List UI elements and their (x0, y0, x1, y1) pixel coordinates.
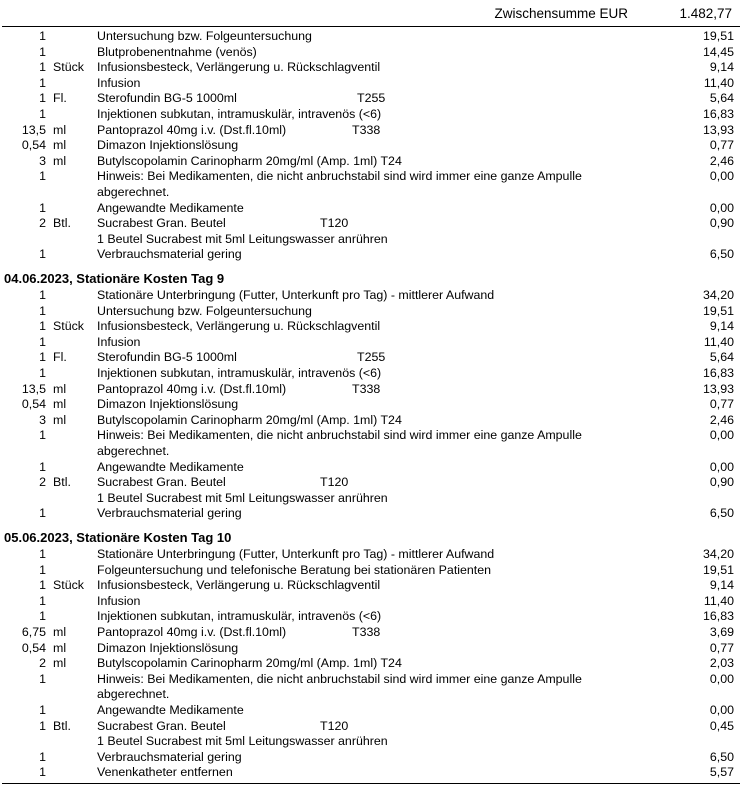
description: 1 Beutel Sucrabest mit 5ml Leitungswasser anrühren (97, 490, 388, 505)
quantity: 1 (39, 459, 46, 474)
quantity: 1 (39, 60, 46, 75)
price: 6,50 (709, 506, 734, 521)
invoice-row (0, 382, 746, 398)
quantity: 1 (39, 75, 46, 90)
price: 0,45 (709, 718, 734, 733)
description: Butylscopolamin Carinopharm 20mg/ml (Amp. 1ml) T24 (97, 656, 402, 671)
price: 5,64 (709, 350, 734, 365)
price: 11,40 (703, 593, 734, 608)
description: Infusion (97, 75, 141, 90)
invoice-row (0, 123, 746, 139)
description: Injektionen subkutan, intramuskulär, intravenös (<6) (97, 609, 382, 624)
article-code: T120 (320, 475, 349, 490)
price: 2,46 (709, 412, 734, 427)
description: Untersuchung bzw. Folgeuntersuchung (97, 303, 312, 318)
subtotal-label: Zwischensumme EUR (494, 6, 628, 21)
quantity: 1 (39, 44, 46, 59)
price: 11,40 (703, 75, 734, 90)
price: 0,77 (709, 640, 734, 655)
description: Infusionsbesteck, Verlängerung u. Rückschlagventil (97, 319, 381, 334)
invoice-row (0, 91, 746, 107)
quantity: 0,54 (21, 640, 46, 655)
price: 19,51 (702, 562, 734, 577)
invoice-row (0, 750, 746, 766)
description: Dimazon Injektionslösung (97, 397, 239, 412)
description: Pantoprazol 40mg i.v. (Dst.fl.10ml) (97, 381, 287, 396)
unit: Btl. (53, 216, 71, 231)
invoice-row (0, 765, 746, 781)
invoice-row (0, 625, 746, 641)
price: 0,90 (709, 475, 734, 490)
invoice-row (0, 578, 746, 594)
article-code: T338 (352, 122, 381, 137)
unit: ml (53, 640, 67, 655)
price: 19,51 (702, 303, 734, 318)
invoice-row (0, 107, 746, 123)
quantity: 1 (39, 506, 46, 521)
unit: Fl. (53, 350, 67, 365)
invoice-row (0, 547, 746, 563)
invoice-row (0, 641, 746, 657)
description: Infusion (97, 334, 141, 349)
description: Angewandte Medikamente (97, 459, 244, 474)
invoice-row (0, 460, 746, 476)
quantity: 1 (39, 428, 46, 443)
description: Infusion (97, 593, 141, 608)
quantity: 1 (39, 303, 46, 318)
description: Butylscopolamin Carinopharm 20mg/ml (Amp. 1ml) T24 (97, 412, 402, 427)
price: 11,40 (703, 334, 734, 349)
invoice-row (0, 656, 746, 672)
quantity: 2 (39, 216, 46, 231)
quantity: 1 (39, 319, 46, 334)
description: Sucrabest Gran. Beutel (97, 718, 226, 733)
description: Infusionsbesteck, Verlängerung u. Rückschlagventil (97, 60, 381, 75)
price: 2,03 (709, 656, 734, 671)
article-code: T120 (320, 216, 349, 231)
quantity: 2 (39, 656, 46, 671)
invoice-row (0, 366, 746, 382)
price: 0,00 (709, 671, 734, 686)
invoice-row (0, 719, 746, 735)
unit: ml (53, 397, 67, 412)
description: Hinweis: Bei Medikamenten, die nicht anbruchstabil sind wird immer eine ganze Ampulle (97, 671, 582, 686)
quantity: 0,54 (21, 397, 46, 412)
description: abgerechnet. (97, 687, 170, 702)
invoice-row (0, 491, 746, 507)
top-divider (2, 26, 740, 27)
description: Infusionsbesteck, Verlängerung u. Rückschlagventil (97, 578, 381, 593)
price: 6,50 (709, 749, 734, 764)
quantity: 1 (39, 671, 46, 686)
quantity: 1 (39, 200, 46, 215)
description: Sterofundin BG-5 1000ml (97, 91, 237, 106)
description: Sucrabest Gran. Beutel (97, 216, 226, 231)
quantity: 1 (39, 578, 46, 593)
description: Blutprobenentnahme (venös) (97, 44, 257, 59)
quantity: 1 (39, 562, 46, 577)
description: Dimazon Injektionslösung (97, 138, 239, 153)
invoice-row (0, 76, 746, 92)
invoice-row (0, 185, 746, 201)
price: 19,51 (702, 29, 734, 43)
price: 16,83 (702, 107, 734, 121)
description: Untersuchung bzw. Folgeuntersuchung (97, 29, 312, 43)
quantity: 1 (39, 593, 46, 608)
quantity: 1 (39, 609, 46, 624)
invoice-row (0, 216, 746, 232)
description: Angewandte Medikamente (97, 200, 244, 215)
quantity: 1 (39, 91, 46, 106)
quantity: 1 (39, 366, 46, 380)
invoice-row (0, 319, 746, 335)
price: 0,77 (709, 397, 734, 412)
description: abgerechnet. (97, 444, 170, 458)
article-code: T255 (357, 91, 386, 106)
price: 0,00 (709, 703, 734, 717)
invoice-row (0, 138, 746, 154)
unit: ml (53, 656, 67, 671)
invoice-row (0, 169, 746, 185)
invoice-row (0, 506, 746, 522)
quantity: 1 (39, 718, 46, 733)
quantity: 1 (39, 107, 46, 121)
quantity: 13,5 (21, 122, 46, 137)
description: Injektionen subkutan, intramuskulär, intravenös (<6) (97, 107, 382, 121)
price: 0,00 (709, 169, 734, 184)
quantity: 1 (39, 703, 46, 717)
description: Angewandte Medikamente (97, 703, 244, 717)
price: 5,64 (709, 91, 734, 106)
description: Verbrauchsmaterial gering (97, 247, 242, 262)
invoice-row (0, 288, 746, 304)
description: Hinweis: Bei Medikamenten, die nicht anbruchstabil sind wird immer eine ganze Ampulle (97, 169, 582, 184)
description: Sucrabest Gran. Beutel (97, 475, 226, 490)
price: 34,20 (702, 547, 734, 561)
price: 0,00 (709, 200, 734, 215)
invoice-row (0, 734, 746, 750)
description: Butylscopolamin Carinopharm 20mg/ml (Amp. 1ml) T24 (97, 153, 402, 168)
unit: Fl. (53, 91, 67, 106)
unit: ml (53, 153, 67, 168)
unit: Btl. (53, 718, 71, 733)
invoice-row (0, 335, 746, 351)
section-header: 05.06.2023, Stationäre Kosten Tag 10 (4, 530, 232, 545)
quantity: 1 (39, 350, 46, 365)
invoice-row (0, 475, 746, 491)
price: 0,00 (709, 428, 734, 443)
quantity: 1 (39, 288, 46, 302)
price: 0,77 (709, 138, 734, 153)
description: Verbrauchsmaterial gering (97, 506, 242, 521)
unit: Stück (53, 319, 84, 334)
unit: ml (53, 412, 67, 427)
invoice-row (0, 60, 746, 76)
quantity: 3 (39, 153, 46, 168)
quantity: 1 (39, 334, 46, 349)
unit: ml (53, 381, 67, 396)
invoice-row (0, 703, 746, 719)
unit: Stück (53, 60, 84, 75)
description: Dimazon Injektionslösung (97, 640, 239, 655)
price: 6,50 (709, 247, 734, 262)
invoice-row (0, 154, 746, 170)
article-code: T120 (320, 718, 349, 733)
price: 34,20 (702, 288, 734, 302)
invoice-row (0, 687, 746, 703)
description: abgerechnet. (97, 185, 170, 199)
description: 1 Beutel Sucrabest mit 5ml Leitungswasser anrühren (97, 231, 388, 246)
price: 2,46 (709, 153, 734, 168)
price: 16,83 (702, 366, 734, 380)
price: 9,14 (709, 60, 734, 75)
quantity: 3 (39, 412, 46, 427)
unit: Stück (53, 578, 84, 593)
invoice-row (0, 428, 746, 444)
description: Hinweis: Bei Medikamenten, die nicht anbruchstabil sind wird immer eine ganze Ampulle (97, 428, 582, 443)
unit: Btl. (53, 475, 71, 490)
section-header: 04.06.2023, Stationäre Kosten Tag 9 (4, 271, 225, 286)
unit: ml (53, 138, 67, 153)
invoice-row (0, 609, 746, 625)
price: 14,45 (702, 44, 734, 59)
price: 9,14 (709, 578, 734, 593)
description: 1 Beutel Sucrabest mit 5ml Leitungswasser anrühren (97, 734, 388, 749)
quantity: 13,5 (21, 381, 46, 396)
invoice-row (0, 397, 746, 413)
description: Sterofundin BG-5 1000ml (97, 350, 237, 365)
quantity: 1 (39, 749, 46, 764)
price: 0,90 (709, 216, 734, 231)
price: 0,00 (709, 459, 734, 474)
invoice-row (0, 350, 746, 366)
article-code: T338 (352, 381, 381, 396)
invoice-row (0, 247, 746, 263)
quantity: 1 (39, 247, 46, 262)
subtotal-value: 1.482,77 (679, 6, 732, 21)
description: Injektionen subkutan, intramuskulär, intravenös (<6) (97, 366, 382, 380)
invoice-row (0, 232, 746, 248)
article-code: T338 (352, 625, 381, 639)
quantity: 1 (39, 547, 46, 561)
price: 5,57 (709, 765, 734, 780)
description: Stationäre Unterbringung (Futter, Unterkunft pro Tag) - mittlerer Aufwand (97, 288, 495, 302)
invoice-row (0, 594, 746, 610)
quantity: 1 (39, 29, 46, 43)
quantity: 1 (39, 169, 46, 184)
price: 16,83 (702, 609, 734, 624)
price: 13,93 (702, 381, 734, 396)
invoice-row (0, 672, 746, 688)
quantity: 0,54 (21, 138, 46, 153)
invoice-row (0, 444, 746, 460)
quantity: 2 (39, 475, 46, 490)
description: Pantoprazol 40mg i.v. (Dst.fl.10ml) (97, 122, 287, 137)
invoice-row (0, 45, 746, 61)
price: 3,69 (709, 625, 734, 639)
description: Venenkatheter entfernen (97, 765, 233, 780)
bottom-divider (2, 783, 740, 784)
description: Stationäre Unterbringung (Futter, Unterkunft pro Tag) - mittlerer Aufwand (97, 547, 495, 561)
quantity: 1 (39, 765, 46, 780)
description: Verbrauchsmaterial gering (97, 749, 242, 764)
subtotal-line (0, 6, 746, 22)
invoice-row (0, 563, 746, 579)
unit: ml (53, 625, 67, 639)
quantity: 6,75 (21, 625, 46, 639)
invoice-row (0, 304, 746, 320)
article-code: T255 (357, 350, 386, 365)
price: 9,14 (709, 319, 734, 334)
invoice-row (0, 201, 746, 217)
description: Folgeuntersuchung und telefonische Beratung bei stationären Patienten (97, 562, 492, 577)
invoice-row (0, 29, 746, 45)
description: Pantoprazol 40mg i.v. (Dst.fl.10ml) (97, 625, 287, 639)
invoice-row (0, 413, 746, 429)
price: 13,93 (702, 122, 734, 137)
unit: ml (53, 122, 67, 137)
